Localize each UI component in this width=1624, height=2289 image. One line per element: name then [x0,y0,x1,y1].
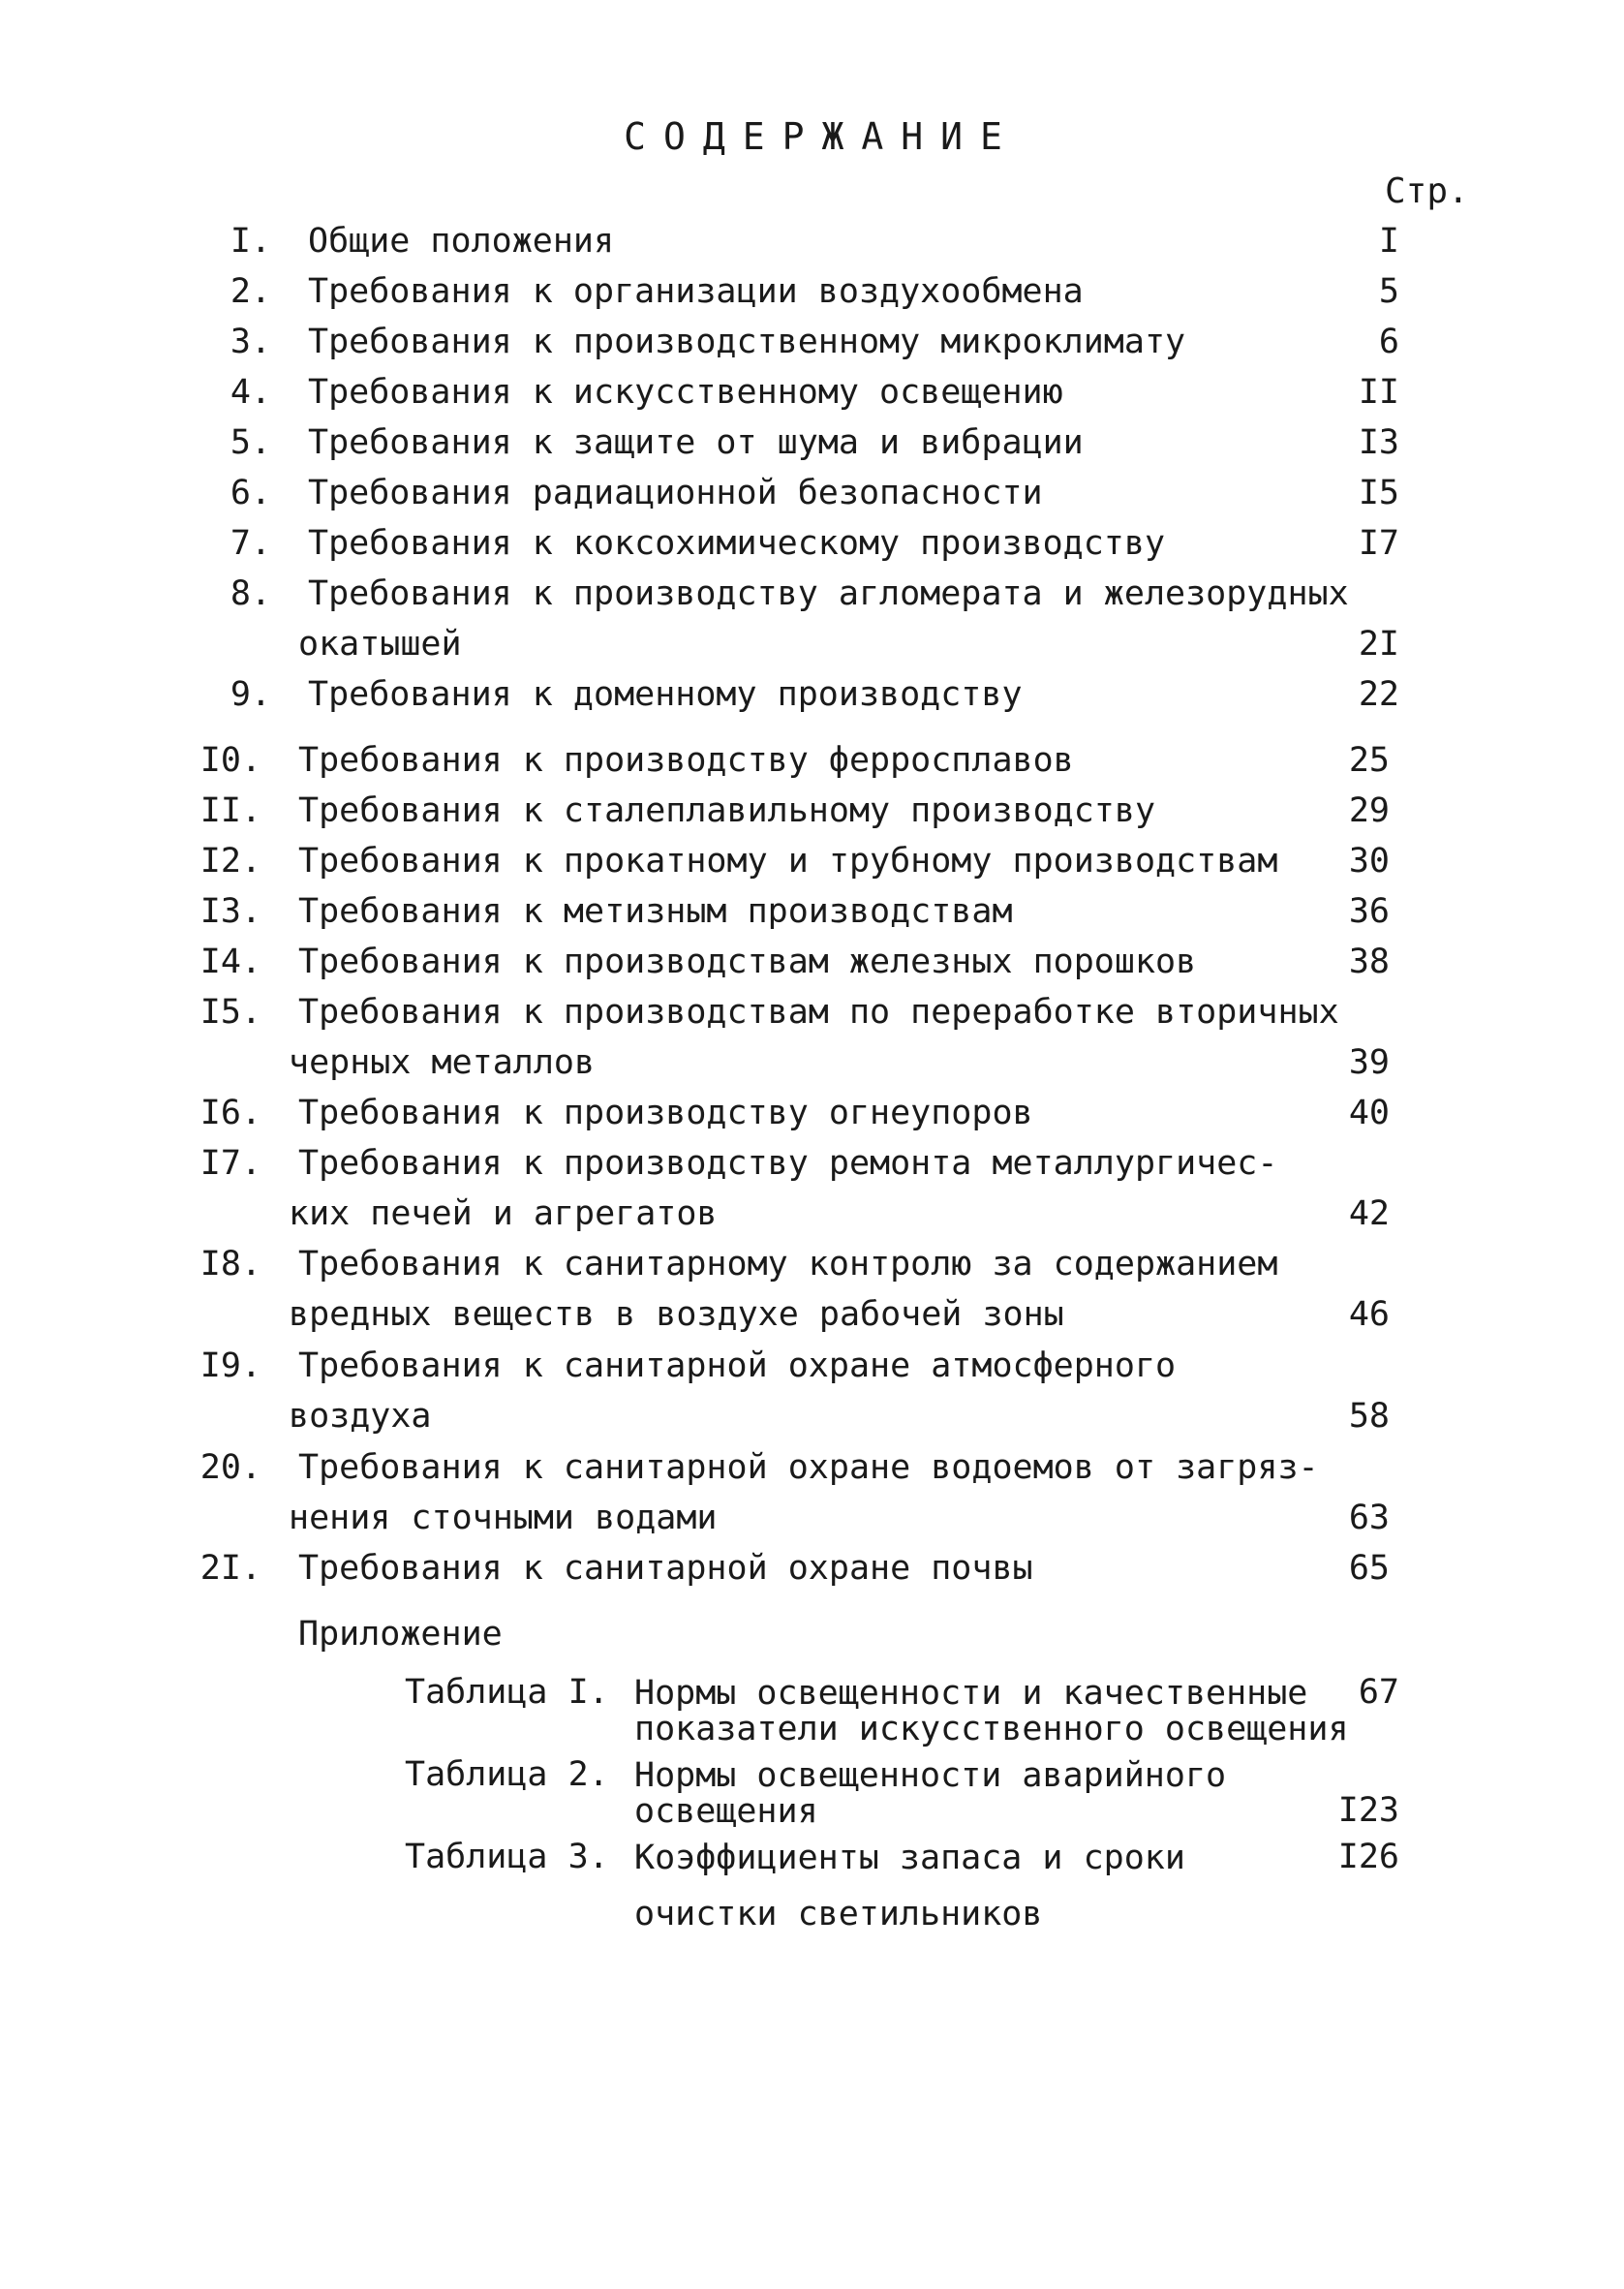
toc-entry-title: воздуха [289,1397,432,1436]
appendix-table-title: Нормы освещенности аварийного [634,1756,1227,1795]
toc-entry-title: Требования к санитарной охране почвы [298,1549,1033,1588]
toc-entry-number: I4. [199,943,261,981]
toc-entry-title: окатышей [298,625,462,664]
appendix-table-title: освещения [634,1792,818,1831]
toc-entry-number: 6. [230,474,271,512]
toc-entry-page: 63 [1348,1499,1390,1537]
toc-entry-title: Требования к санитарной охране атмосферного [298,1346,1177,1385]
toc-entry-page: 39 [1348,1043,1390,1082]
toc-entry-page: I5 [1358,474,1399,512]
toc-entry-number: I9. [199,1346,261,1385]
toc-entry-number: I2. [199,842,261,881]
toc-entry-page: 42 [1348,1194,1390,1233]
toc-entry-page: 65 [1348,1549,1390,1588]
toc-entry-title: Требования к производству огнеупоров [298,1094,1033,1132]
toc-entry-page: 40 [1348,1094,1390,1132]
page-column-header: Стр. [1385,171,1469,211]
toc-entry-page: 6 [1378,323,1399,361]
appendix-table-page: I23 [1337,1791,1399,1830]
appendix-label: Приложение [298,1615,503,1654]
toc-entry-page: 46 [1348,1295,1390,1334]
appendix-table-title: Нормы освещенности и качественные [634,1674,1308,1713]
toc-entry-page: 58 [1348,1397,1390,1436]
toc-entry-page: 5 [1378,272,1399,311]
toc-entry-page: 36 [1348,892,1390,931]
toc-entry-title: Общие положения [308,222,615,261]
toc-entry-number: 4. [230,373,271,412]
toc-entry-number: I7. [199,1144,261,1183]
toc-entry-number: I3. [199,892,261,931]
appendix-table-title: очистки светильников [634,1895,1043,1933]
toc-entry-title: Требования к прокатному и трубному производствам [298,842,1278,881]
toc-entry-title: Требования к производству агломерата и железорудных [308,574,1349,613]
toc-entry-number: 9. [230,675,271,714]
toc-entry-number: I6. [199,1094,261,1132]
toc-entry-title: Требования к производствам железных порошков [298,943,1197,981]
toc-entry-title: Требования радиационной безопасности [308,474,1043,512]
toc-entry-number: 20. [199,1448,261,1487]
toc-entry-number: I. [230,222,271,261]
toc-entry-number: 8. [230,574,271,613]
toc-entry-page: I3 [1358,423,1399,462]
toc-entry-number: 5. [230,423,271,462]
toc-entry-title: Требования к искусственному освещению [308,373,1063,412]
toc-entry-title: вредных веществ в воздухе рабочей зоны [289,1295,1064,1334]
toc-entry-title: Требования к защите от шума и вибрации [308,423,1084,462]
toc-entry-title: Требования к коксохимическому производству [308,524,1166,563]
appendix-table-prefix: Таблица I. [405,1673,609,1712]
toc-entry-title: Требования к сталеплавильному производству [298,791,1156,830]
toc-entry-title: Требования к производству ферросплавов [298,741,1074,780]
toc-entry-title: Требования к доменному производству [308,675,1023,714]
toc-entry-title: Требования к санитарной охране водоемов от загряз- [298,1448,1319,1487]
toc-entry-number: 3. [230,323,271,361]
page-title: СОДЕРЖАНИЕ [624,115,1020,158]
toc-entry-page: II [1358,373,1399,412]
toc-entry-number: 2. [230,272,271,311]
appendix-table-title: Коэффициенты запаса и сроки [634,1839,1185,1877]
toc-entry-title: ких печей и агрегатов [289,1194,718,1233]
toc-entry-number: 2I. [199,1549,261,1588]
toc-entry-page: I7 [1358,524,1399,563]
appendix-table-page: 67 [1358,1673,1399,1712]
toc-entry-title: Требования к производствам по переработке вторичных [298,993,1339,1032]
toc-entry-number: I5. [199,993,261,1032]
toc-entry-title: черных металлов [289,1043,596,1082]
toc-entry-page: 25 [1348,741,1390,780]
toc-entry-page: I [1378,222,1399,261]
toc-entry-page: 38 [1348,943,1390,981]
toc-entry-title: нения сточными водами [289,1499,718,1537]
toc-entry-title: Требования к санитарному контролю за содержанием [298,1245,1278,1284]
toc-entry-title: Требования к производству ремонта металлургичес- [298,1144,1278,1183]
toc-entry-title: Требования к организации воздухообмена [308,272,1084,311]
toc-entry-page: 2I [1358,625,1399,664]
toc-entry-number: I8. [199,1245,261,1284]
appendix-table-page: I26 [1337,1838,1399,1876]
toc-entry-title: Требования к метизным производствам [298,892,1013,931]
appendix-table-title: показатели искусственного освещения [634,1710,1349,1748]
appendix-table-prefix: Таблица 2. [405,1755,609,1794]
toc-entry-page: 30 [1348,842,1390,881]
toc-entry-page: 29 [1348,791,1390,830]
appendix-table-prefix: Таблица 3. [405,1838,609,1876]
toc-entry-number: 7. [230,524,271,563]
toc-entry-title: Требования к производственному микроклимату [308,323,1186,361]
toc-entry-number: I0. [199,741,261,780]
toc-entry-page: 22 [1358,675,1399,714]
toc-entry-number: II. [199,791,261,830]
